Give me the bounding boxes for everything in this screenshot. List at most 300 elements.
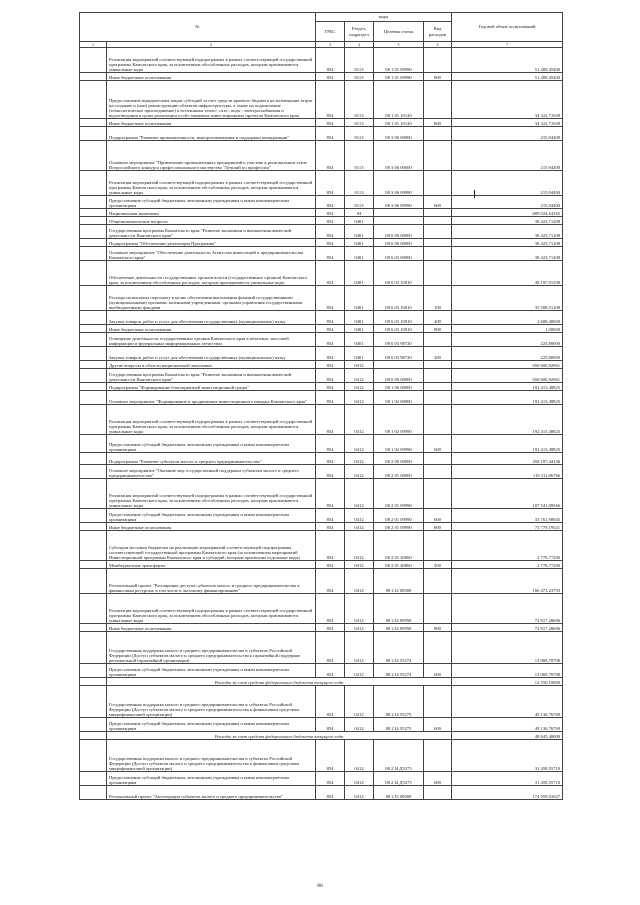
row-target-cell: 08 3 00 00000 [374,127,424,141]
row-section-cell: 0401 [345,217,374,225]
row-grbs-cell: 854 [316,786,345,800]
row-target-cell: 08 2 I4 55274 [374,632,424,664]
row-description-cell: Предоставление субсидий бюджетным, автономным учреждениям и иным некоммерческим организациям [107,435,316,453]
row-section-cell: 0401 [345,286,374,311]
row-section-cell: 0412 [345,405,374,435]
row-section-cell: 0412 [345,509,374,523]
table-row [80,531,563,561]
row-section-cell: 0412 [345,740,374,772]
header-index-cell: 2 [107,42,316,48]
row-target-cell: 08 6 03 10010 [374,311,424,325]
row-section-cell: 0412 [345,561,374,569]
row-number-cell [80,196,107,209]
row-description-cell: Освещение деятельности государственных органов Камчатского края в печатных, массовой информации и федеральных информационных агентствах [107,333,316,347]
row-grbs-cell: 854 [316,81,345,119]
row-amount-cell: 38 423,71208 [452,247,563,261]
row-number-cell [80,247,107,261]
row-target-cell: 08 6 03 98720 [374,347,424,361]
table-row [80,632,563,664]
row-number-cell [80,333,107,347]
row-description-cell: Иные бюджетные ассигнования [107,325,316,333]
row-description-cell: Предоставление субсидий бюджетным, автономным учреждениям и иным некоммерческим организациям [107,509,316,523]
table-row [80,239,563,247]
row-grbs-cell: 854 [316,405,345,435]
row-expense-type-cell [424,361,452,369]
table-row [80,479,563,509]
row-expense-type-cell [424,209,452,217]
row-description-cell: Межбюджетные трансферты [107,561,316,569]
row-description-cell: Реализация мероприятий соответствующей подпрограммы в рамках соответствующей государственной программы Камчатского края, за исключением обособленных расходов, которым присваиваются уникальные коды [107,405,316,435]
row-target-cell: 08 2 I4 55274 [374,664,424,678]
header-target-article: Целевая статья [374,22,424,42]
row-section-cell: 0412 [345,391,374,405]
row-section-cell: 0412 [345,479,374,509]
table-row [80,435,563,453]
row-number-cell [80,632,107,664]
row-description-cell: Другие вопросы в области национальной экономики [107,361,316,369]
row-grbs-cell: 854 [316,686,345,718]
page-number: 86 [317,883,323,889]
table-row [80,405,563,435]
row-expense-type-cell [424,239,452,247]
row-number-cell [80,209,107,217]
row-expense-type-cell: 600 [424,718,452,732]
row-description-cell: Реализация мероприятий соответствующей подпрограммы в рамках соответствующей государственной программы Камчатского края, за исключением обособленных расходов, которым присваиваются уникальные коды [107,48,316,73]
row-amount-cell: 34 322,71658 [452,81,563,119]
table-row [80,361,563,369]
row-grbs-cell: 854 [316,247,345,261]
table-row [80,561,563,569]
row-target-cell: 08 2 I4 09990 [374,624,424,632]
row-amount-cell: 192 413,48825 [452,435,563,453]
row-target-cell: 08 6 03 10010 [374,261,424,286]
row-description-cell: Иные бюджетные ассигнования [107,523,316,531]
row-section-cell: 0401 [345,333,374,347]
row-target-cell: 08 2 I4 09990 [374,594,424,624]
row-amount-cell: 38 197,91208 [452,261,563,286]
row-description-cell: Субсидии местным бюджетам на реализацию мероприятий соответствующей подпрограммы соответствующей государственной программы Камчатского края (за исключением мероприятий Инвестиционной программы Камчатского края и субсидий, которым присвоены отдельные коды) [107,531,316,561]
row-number-cell [80,740,107,772]
row-description-cell: Подпрограмма "Развитие промышленности, импортозамещения и поддержки конкуренции" [107,127,316,141]
row-description-cell: Национальная экономика [107,209,316,217]
row-grbs-cell: 854 [316,369,345,383]
table-note-row [80,678,563,686]
row-expense-type-cell: 200 [424,311,452,325]
row-number-cell [80,261,107,286]
row-grbs-cell: 854 [316,561,345,569]
row-number-cell [80,119,107,127]
row-description-cell: Региональный проект "Расширение доступа субъектов малого и среднего предпринимательства к финансовым ресурсам, в том числе к льготному финансированию" [107,569,316,594]
row-amount-cell: 33 761,90045 [452,509,563,523]
row-description-cell: Региональный проект "Акселерация субъектов малого и среднего предпринимательства" [107,786,316,800]
row-target-cell: 08 2 I4 55275 [374,686,424,718]
row-description-cell: Государственная поддержка малого и среднего предпринимательства в субъектах Российской Федерации (Доступ субъектов малого и среднего предпринимательства к финансовым средствам микрофинансовой организации) [107,740,316,772]
row-section-cell: 0412 [345,569,374,594]
row-expense-type-cell: 800 [424,325,452,333]
row-target-cell: 08 1 02 00000 [374,391,424,405]
row-target-cell: 08 1 01 09990 [374,73,424,81]
row-target-cell: 08 2 00 00000 [374,453,424,465]
row-number-cell [80,239,107,247]
table-row [80,664,563,678]
row-section-cell: 0113 [345,141,374,171]
scan-artifact-mark [474,190,475,198]
row-description-cell: Закупка товаров, работ и услуг для обеспечения государственных (муниципальных) нужд [107,347,316,361]
row-amount-cell: 215,94400 [452,196,563,209]
row-expense-type-cell [424,171,452,196]
row-amount-cell: 215,94400 [452,171,563,196]
row-expense-type-cell [424,383,452,391]
table-row [80,48,563,73]
table-row [80,81,563,119]
row-description-cell: Расходы на выплаты персоналу в целях обеспечения выполнения функций государственными (муниципальными) органами, казенными учреждениями, органами управления государственными внебюджетными фондами [107,286,316,311]
table-row [80,383,563,391]
row-section-cell: 0412 [345,624,374,632]
row-section-cell: 0412 [345,435,374,453]
row-section-cell: 0412 [345,369,374,383]
row-amount-cell: 225,80000 [452,333,563,347]
row-description-cell: Основное мероприятие "Формирование и продвижение инвестиционного имиджа Камчатского края" [107,391,316,405]
row-amount-cell: 215,94400 [452,141,563,171]
row-target-cell: 08 6 03 00000 [374,247,424,261]
row-target-cell: 08 2 I4 55275 [374,718,424,732]
row-section-cell: 0412 [345,718,374,732]
row-target-cell: 08 2 01 40060 [374,531,424,561]
row-expense-type-cell [424,81,452,119]
row-number-cell [80,217,107,225]
row-target-cell: 08 6 00 00000 [374,239,424,247]
row-amount-cell: 13 069,70708 [452,664,563,678]
row-description-cell: Основное мероприятие "Привлечение промышленных предприятий к участию в региональном этапе Всероссийского конкурса профессионального мастерства "Лучший по профессии" [107,141,316,171]
row-grbs-cell: 854 [316,325,345,333]
header-grbs: ГРБС [316,22,345,42]
row-description-cell: Основное мероприятие "Обеспечение деятельности Агентства инвестиций и предпринимательства Камчатского края" [107,247,316,261]
row-grbs-cell: 854 [316,453,345,465]
row-number-cell [80,718,107,732]
row-expense-type-cell [424,247,452,261]
row-amount-cell: 51 409,45400 [452,48,563,73]
row-grbs-cell: 854 [316,141,345,171]
row-amount-cell: 38 423,71208 [452,239,563,247]
row-description-cell: Иные бюджетные ассигнования [107,624,316,632]
row-grbs-cell: 854 [316,171,345,196]
row-section-cell: 0412 [345,383,374,391]
row-target-cell: 08 1 00 00000 [374,383,424,391]
row-target-cell [374,217,424,225]
row-amount-cell: 72 817,20606 [452,594,563,624]
row-section-cell: 0401 [345,325,374,333]
row-number-cell [80,369,107,383]
row-number-cell [80,225,107,239]
row-expense-type-cell [424,217,452,225]
row-grbs-cell: 854 [316,479,345,509]
table-row [80,786,563,800]
row-amount-cell: 215,94400 [452,127,563,141]
row-grbs-cell: 854 [316,311,345,325]
row-expense-type-cell [424,531,452,561]
row-number-cell [80,664,107,678]
row-description-cell: Подпрограмма "Обеспечение реализации Программы" [107,239,316,247]
row-amount-cell: 38 423,71208 [452,225,563,239]
row-description-cell: Подпрограмма "Формирование благоприятной инвестиционной среды" [107,383,316,391]
row-number-cell [80,772,107,786]
row-number-cell [80,624,107,632]
row-expense-type-cell: 800 [424,624,452,632]
row-number-cell [80,732,107,740]
row-section-cell: 0412 [345,361,374,369]
row-number-cell [80,127,107,141]
row-number-cell [80,48,107,73]
row-section-cell: 0113 [345,81,374,119]
row-expense-type-cell: 500 [424,561,452,569]
row-amount-cell: 51 409,45400 [452,73,563,81]
row-description-cell: Государственная поддержка малого и среднего предпринимательства в субъектах Российской Федерации (Доступ субъектов малого и среднего предпринимательства к гарантийной поддержке региональной гарантийной организации) [107,632,316,664]
row-expense-type-cell: 100 [424,286,452,311]
row-number-cell [80,405,107,435]
row-section-cell: 0113 [345,73,374,81]
row-amount-cell: 34 322,71658 [452,119,563,127]
row-grbs-cell: 854 [316,624,345,632]
table-row [80,369,563,383]
row-target-cell: 08 1 01 09990 [374,48,424,73]
row-expense-type-cell [424,391,452,405]
budget-table [79,12,563,800]
row-target-cell: 08 2 I4 Д5275 [374,740,424,772]
row-amount-cell: 192 413,48825 [452,405,563,435]
row-amount-cell: 48 645,40000 [452,732,563,740]
row-expense-type-cell [424,569,452,594]
row-section-cell: 0401 [345,311,374,325]
row-grbs-cell: 854 [316,73,345,81]
row-grbs-cell: 854 [316,286,345,311]
row-grbs-cell: 854 [316,594,345,624]
row-target-cell: 08 3 06 00000 [374,141,424,171]
row-grbs-cell: 854 [316,333,345,347]
row-grbs-cell: 854 [316,347,345,361]
row-number-cell [80,594,107,624]
row-grbs-cell: 854 [316,217,345,225]
row-section-cell: 0401 [345,239,374,247]
row-number-cell [80,435,107,453]
row-section-cell: 0412 [345,686,374,718]
row-amount-cell: 225,80000 [452,347,563,361]
row-number-cell [80,569,107,594]
header-index-cell: 7 [452,42,563,48]
table-body [80,48,563,800]
row-expense-type-cell: 600 [424,772,452,786]
row-section-cell: 0113 [345,127,374,141]
row-section-cell: 0412 [345,772,374,786]
table-row [80,569,563,594]
table-row [80,127,563,141]
row-target-cell: 08 0 00 00000 [374,225,424,239]
row-description-cell: Государственная поддержка малого и среднего предпринимательства в субъектах Российской Федерации (Доступ субъектов малого и среднего предпринимательства к финансовым средствам микрофинансовой организации) [107,686,316,718]
row-section-cell: 0412 [345,664,374,678]
row-grbs-cell: 854 [316,239,345,247]
row-grbs-cell: 854 [316,465,345,479]
row-expense-type-cell: 600 [424,196,452,209]
row-number-cell [80,453,107,465]
row-grbs-cell: 854 [316,127,345,141]
table-row [80,73,563,81]
row-target-cell: 08 6 03 98720 [374,333,424,347]
row-description-cell: Иные бюджетные ассигнования [107,119,316,127]
row-number-cell [80,73,107,81]
row-target-cell: 08 1 01 10120 [374,119,424,127]
table-row [80,594,563,624]
row-expense-type-cell [424,594,452,624]
table-note-row [80,732,563,740]
row-target-cell: 08 6 03 10010 [374,325,424,333]
row-expense-type-cell [424,786,452,800]
row-section-cell: 0412 [345,531,374,561]
row-number-cell [80,561,107,569]
row-amount-cell: 2 770,77200 [452,531,563,561]
row-expense-type-cell: 200 [424,347,452,361]
header-expense-type: Вид расходов [424,22,452,42]
row-grbs-cell: 854 [316,48,345,73]
row-number-cell [80,171,107,196]
row-number-cell [80,347,107,361]
header-section: Раздел, подраздел [345,22,374,42]
row-expense-type-cell [424,48,452,73]
row-expense-type-cell [424,740,452,772]
row-target-cell: 08 2 I4 00000 [374,569,424,594]
row-description-cell: Основное мероприятие "Оказание мер государственной поддержки субъектам малого и среднего предпринимательства" [107,465,316,479]
row-number-cell [80,531,107,561]
row-description-cell: Общеэкономические вопросы [107,217,316,225]
table-row [80,740,563,772]
row-amount-cell: 38 423,71208 [452,217,563,225]
row-target-cell: 08 1 02 09990 [374,435,424,453]
table-row [80,311,563,325]
row-section-cell: 0401 [345,261,374,286]
row-amount-cell: 689 024,64165 [452,209,563,217]
table-row [80,772,563,786]
row-target-cell: 08 0 00 00000 [374,369,424,383]
row-section-cell: 0401 [345,247,374,261]
row-grbs-cell: 854 [316,569,345,594]
row-expense-type-cell [424,453,452,465]
row-section-cell: 0412 [345,465,374,479]
header-index-cell: 5 [374,42,424,48]
row-grbs-cell: 854 [316,119,345,127]
row-expense-type-cell [424,261,452,286]
table-row [80,523,563,531]
row-section-cell: 0412 [345,453,374,465]
row-amount-cell: 458 187,44136 [452,453,563,465]
row-grbs-cell: 854 [316,383,345,391]
row-grbs-cell: 854 [316,531,345,561]
row-section-cell: 0401 [345,347,374,361]
row-target-cell: 08 2 01 00000 [374,465,424,479]
row-expense-type-cell [424,479,452,509]
row-grbs-cell: 854 [316,261,345,286]
row-target-cell: 08 3 06 09990 [374,171,424,196]
row-target-cell: 08 2 01 09990 [374,479,424,509]
row-expense-type-cell [424,333,452,347]
row-description-cell: Расходы за счет средств федерального бюджета текущего года [107,732,452,740]
row-section-cell: 0412 [345,594,374,624]
row-amount-cell: 2 608,40000 [452,311,563,325]
row-amount-cell: 13 069,70708 [452,632,563,664]
table-row [80,391,563,405]
row-amount-cell: 192 413,48825 [452,391,563,405]
row-description-cell: Подпрограмма "Развитие субъектов малого и среднего предпринимательства" [107,453,316,465]
row-section-cell: 0113 [345,171,374,196]
table-row [80,247,563,261]
row-number-cell [80,479,107,509]
row-description-cell: Иные бюджетные ассигнования [107,73,316,81]
row-number-cell [80,465,107,479]
table-row [80,209,563,217]
row-grbs-cell: 854 [316,196,345,209]
row-target-cell: 08 2 01 09990 [374,509,424,523]
table-row [80,509,563,523]
header-index-cell: 4 [345,42,374,48]
row-grbs-cell: 854 [316,225,345,239]
table-row [80,141,563,171]
row-description-cell: Обеспечение деятельности государственных органов власти (государственных органов) Камчатского края, за исключением обособленных расходов, которым присваиваются уникальные коды [107,261,316,286]
row-target-cell: 08 2 I5 00000 [374,786,424,800]
row-amount-cell: 166 473,23793 [452,569,563,594]
row-number-cell [80,678,107,686]
row-amount-cell: 73 779,19521 [452,523,563,531]
row-number-cell [80,391,107,405]
row-section-cell: 04 [345,209,374,217]
table-row [80,333,563,347]
row-target-cell: 08 1 01 10120 [374,81,424,119]
header-index-cell: 1 [80,42,107,48]
row-description-cell: Предоставление субсидий бюджетным, автономным учреждениям и иным некоммерческим организациям [107,718,316,732]
table-row [80,624,563,632]
table-row [80,119,563,127]
row-amount-cell: 49 136,76769 [452,686,563,718]
row-grbs-cell: 854 [316,772,345,786]
row-grbs-cell: 854 [316,632,345,664]
row-expense-type-cell [424,369,452,383]
row-expense-type-cell [424,632,452,664]
row-expense-type-cell: 600 [424,435,452,453]
row-expense-type-cell [424,225,452,239]
row-section-cell: 0113 [345,119,374,127]
row-expense-type-cell [424,141,452,171]
row-description-cell: Расходы за счет средств федерального бюджета текущего года [107,678,452,686]
row-grbs-cell: 854 [316,718,345,732]
row-section-cell: 0401 [345,225,374,239]
row-expense-type-cell [424,405,452,435]
row-number-cell [80,286,107,311]
row-grbs-cell: 854 [316,391,345,405]
row-number-cell [80,383,107,391]
row-description-cell: Предоставление субсидий бюджетным, автономным учреждениям и иным некоммерческим организациям [107,196,316,209]
row-amount-cell: 107 541,09566 [452,479,563,509]
row-grbs-cell: 854 [316,435,345,453]
row-grbs-cell: 854 [316,509,345,523]
table-row [80,171,563,196]
row-expense-type-cell: 600 [424,664,452,678]
table-row [80,217,563,225]
row-description-cell: Государственная программа Камчатского края "Развитие экономики и внешнеэкономической деятельности Камчатского края" [107,369,316,383]
row-number-cell [80,325,107,333]
row-section-cell: 0412 [345,523,374,531]
row-expense-type-cell [424,686,452,718]
row-number-cell [80,509,107,523]
row-amount-cell: 31 458,55710 [452,740,563,772]
row-section-cell: 0113 [345,196,374,209]
row-amount-cell: 192 413,48825 [452,383,563,391]
table-row [80,718,563,732]
